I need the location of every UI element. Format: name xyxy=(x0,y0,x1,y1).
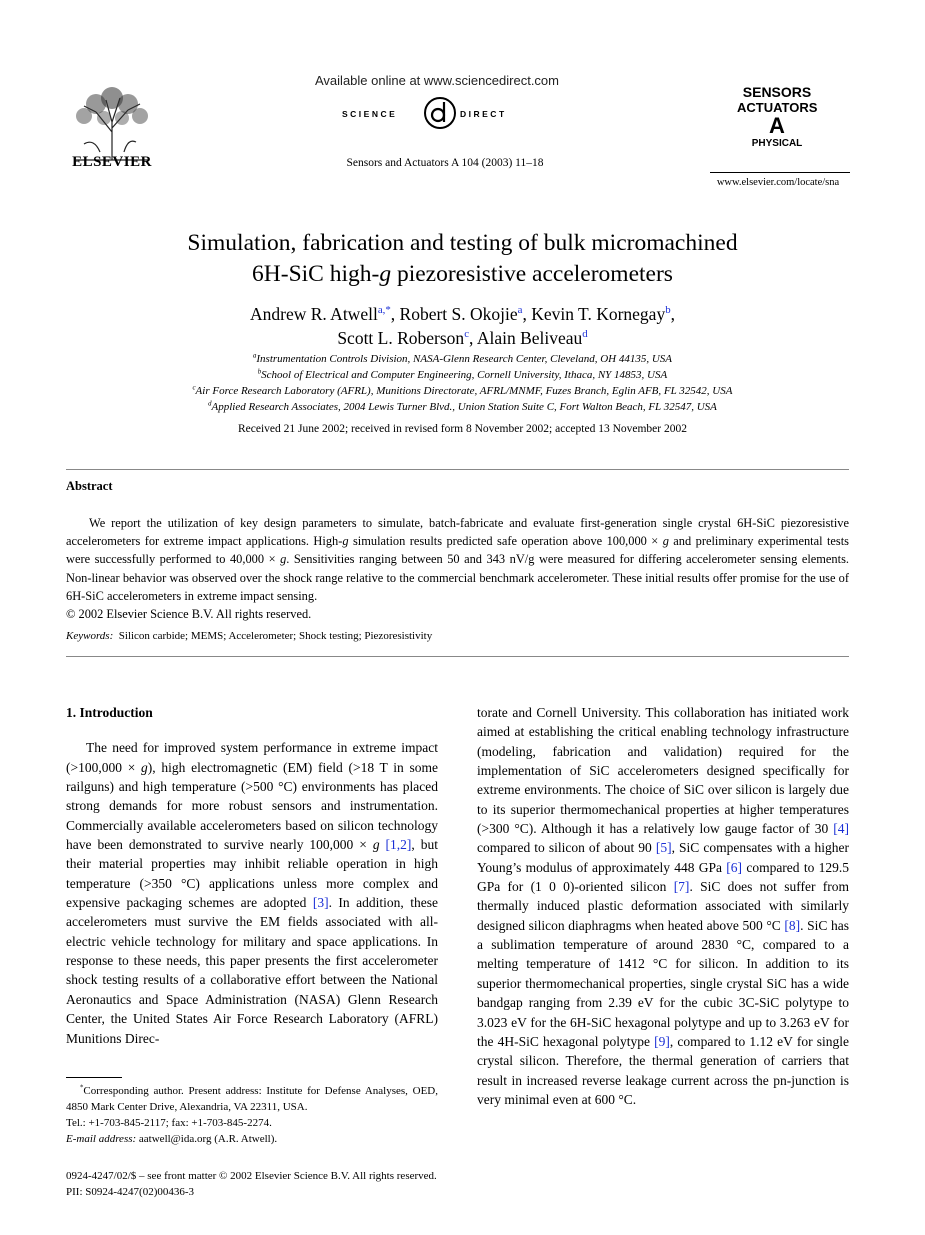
author-list xyxy=(80,302,845,350)
sna-logo-line4: PHYSICAL xyxy=(751,138,803,149)
article-title xyxy=(80,228,845,290)
sciencedirect-logo xyxy=(320,98,560,128)
author-name: Kevin T. Kornegay xyxy=(531,304,666,324)
citation-link[interactable]: [3] xyxy=(312,895,329,911)
footnote-address: *Corresponding author. Present address: Institute for Defense Analyses, OED, 4850 Mark Center Drive, Alexandria, VA 22311, USA. xyxy=(66,1084,438,1113)
title-line-1: Simulation, fabrication and testing of bulk micromachined xyxy=(187,230,738,256)
sna-logo-line1: SENSORS xyxy=(742,84,812,100)
sna-logo-line3: A xyxy=(769,113,785,138)
section-heading: 1. Introduction xyxy=(66,705,153,720)
abstract-top-rule xyxy=(66,469,849,470)
keywords-label: Keywords: xyxy=(66,630,114,642)
issn-line: 0924-4247/02/$ – see front matter © 2002 Elsevier Science B.V. All rights reserved. xyxy=(66,1170,437,1182)
abstract-paragraph: We report the utilization of key design parameters to simulate, batch-fabricate and evaluate first-generation single crystal 6H-SiC piezoresistive accelerometers for extreme impact applications. High-g simulation results predicted safe operation above 100,000 × g and preliminary experimental tests were successfully performed to 40,000 × g. Sensitivities ranging between 50 and 343 nV/g were measured for differing accelerometer sensing elements. Non-linear behavior was observed over the shock range relative to the commercial benchmark accelerometer. These initial results offer promise for the use of 6H-SiC accelerometers in extreme impact sensing. xyxy=(66,516,849,603)
sciencedirect-logo-left: SCIENCE xyxy=(342,109,398,119)
sna-logo-line2: ACTUATORS xyxy=(737,100,818,115)
abstract-heading: Abstract xyxy=(66,479,113,493)
author-affil-link[interactable]: b xyxy=(665,304,671,317)
journal-url-link[interactable]: www.elsevier.com/locate/sna xyxy=(716,177,840,188)
footnote xyxy=(66,1083,438,1147)
author-affil-link[interactable]: c xyxy=(464,328,470,341)
affiliation: $^a$Instrumentation Controls Division, NASA-Glenn Research Center, Cleveland, OH 44135, USA xyxy=(252,352,673,365)
author-affil-link[interactable]: a xyxy=(517,304,523,317)
footnote-rule xyxy=(66,1077,122,1078)
citation-link[interactable]: [7] xyxy=(673,879,690,895)
citation-link[interactable]: [6] xyxy=(726,859,743,875)
affiliation: $^d$Applied Research Associates, 2004 Lewis Turner Blvd., Union Station Suite C, Fort Walton Beach, FL 32547, USA xyxy=(208,400,717,413)
author-line-2: Scott L. Roberson$^c$, Alain Beliveau$^d$ xyxy=(337,328,588,348)
citation-link[interactable]: [8] xyxy=(784,917,801,933)
author-line-1: Andrew R. Atwell$^{a,*}$, Robert S. Okojie$^a$, Kevin T. Kornegay$^b$, xyxy=(249,304,675,324)
citation-link[interactable]: [9] xyxy=(654,1033,670,1049)
footnote-phone: Tel.: +1-703-845-2117; fax: +1-703-845-2274. xyxy=(66,1117,272,1129)
at-symbol-icon xyxy=(423,96,457,130)
column-left xyxy=(66,703,438,1048)
available-online-text[interactable]: Available online at www.sciencedirect.com xyxy=(315,73,559,88)
title-line-2: 6H-SiC high-g piezoresistive accelerometers xyxy=(252,261,673,287)
header-rule xyxy=(710,172,850,173)
author-affil-link[interactable]: d xyxy=(582,328,588,341)
author-name: Robert S. Okojie xyxy=(399,304,518,324)
keywords xyxy=(66,630,849,642)
author-name: Scott L. Roberson xyxy=(337,328,465,348)
received-dates: Received 21 June 2002; received in revised form 8 November 2002; accepted 13 November 2002 xyxy=(238,423,687,435)
sensors-actuators-logo xyxy=(737,85,817,163)
publisher-name: ELSEVIER xyxy=(72,154,152,170)
abstract-bottom-rule xyxy=(66,656,849,657)
sciencedirect-logo-right: DIRECT xyxy=(460,109,507,119)
journal-reference: Sensors and Actuators A 104 (2003) 11–18 xyxy=(346,157,544,169)
author-affil-link[interactable]: a,* xyxy=(377,304,391,317)
abstract-copyright: © 2002 Elsevier Science B.V. All rights reserved. xyxy=(66,607,312,622)
pii-line: PII: S0924-4247(02)00436-3 xyxy=(66,1186,195,1198)
affiliation: $^c$Air Force Research Laboratory (AFRL), Munitions Directorate, AFRL/MNMF, Fuzes Branch, Eglin AFB, FL 32542, USA xyxy=(192,384,733,397)
citation-link[interactable]: [4] xyxy=(833,821,849,837)
column-right xyxy=(477,703,849,1109)
author-name: Alain Beliveau xyxy=(476,328,583,348)
author-name: Andrew R. Atwell xyxy=(249,304,378,324)
front-matter-info xyxy=(66,1168,566,1200)
abstract-body xyxy=(66,514,849,623)
affiliation: $^b$School of Electrical and Computer Engineering, Cornell University, Ithaca, NY 14853, USA xyxy=(257,368,668,381)
body-paragraph: The need for improved system performance in extreme impact (>100,000 × g), high electromagnetic (EM) field (>18 T in some railguns) and high temperature (>500 °C) environments has placed strong demands for more robust sensors and instrumentation. Commercially available accelerometers based on silicon technology have been demonstrated to survive nearly 100,000 × g [1,2], but their material properties may inhibit reliable operation in high temperature (>350 °C) applications unless more complex and expensive packaging schemes are adopted [3]. In addition, these accelerometers must survive the EM fields associated with all-electric vehicle technology for military and space applications. In response to these needs, this paper presents the first accelerometer shock testing results of a collaborative effort between the National Aeronautics and Space Administration (NASA) Glenn Research Center, the United States Air Force Research Laboratory (AFRL) Munitions Direc- xyxy=(66,740,439,1046)
keywords-list: Silicon carbide; MEMS; Accelerometer; Shock testing; Piezoresistivity xyxy=(118,630,433,642)
body-paragraph: torate and Cornell University. This collaboration has initiated work aimed at establishing the critical enabling technology infrastructure (modeling, fabrication and validation) required for the implementation of SiC accelerometers designed specifically for extreme environments. The choice of SiC over silicon is largely due to its superior thermomechanical properties at higher temperatures (>300 °C). Although it has a relatively low gauge factor of 30 [4] compared to silicon of about 90 [5], SiC compensates with a higher Young’s modulus of approximately 448 GPa [6] compared to 129.5 GPa for (1 0 0)-oriented silicon [7]. SiC does not suffer from thermally induced plastic deformation associated with similarly designed silicon diaphragms when heated above 500 °C [8]. SiC has a sublimation temperature of around 2830 °C, compared to a melting temperature of 1412 °C for silicon. In addition to its superior thermomechanical properties, single crystal SiC has a wide bandgap ranging from 2.39 eV for the cubic 3C-SiC polytype to 3.023 eV for the 6H-SiC hexagonal polytype and up to 3.263 eV for the 4H-SiC hexagonal polytype [9], compared to 1.12 eV for single crystal silicon. Therefore, the thermal generation of carriers that result in increased reverse leakage current across the pn-junction is very minimal even at 600 °C. xyxy=(477,705,849,1107)
footnote-email: E-mail address: aatwell@ida.org (A.R. Atwell). xyxy=(66,1133,278,1145)
citation-link[interactable]: [5] xyxy=(655,840,672,856)
citation-link[interactable]: [1,2] xyxy=(385,837,412,853)
